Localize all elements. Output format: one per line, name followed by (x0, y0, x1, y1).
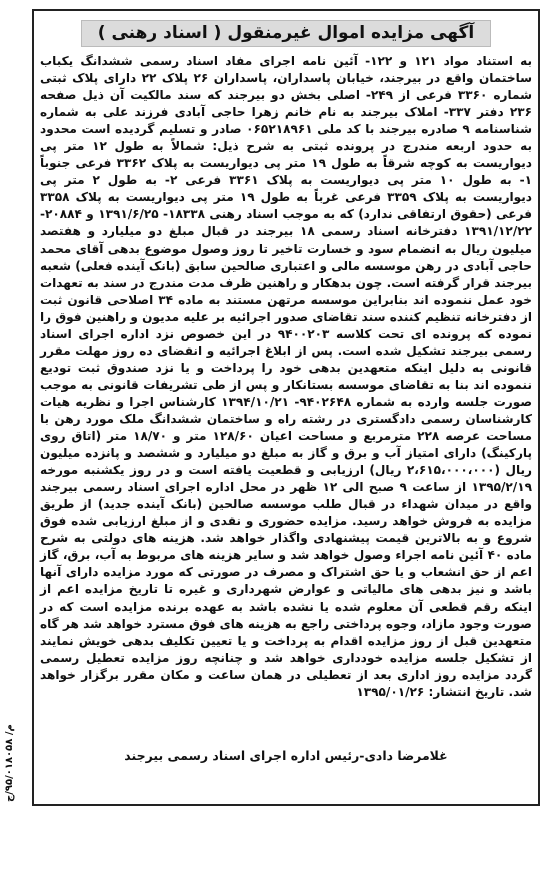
publish-date: ۱۳۹۵/۰۱/۲۶ (356, 684, 425, 699)
notice-frame (32, 9, 540, 806)
signature: غلامرضا دادی-رئیس اداره اجرای اسناد رسمی بیرجند (124, 748, 448, 763)
publish-label: تاریخ انتشار: (428, 684, 505, 699)
notice-title: آگهی مزایده اموال غیرمنقول ( اسناد رهنی ) (81, 20, 491, 47)
title-wrap (34, 15, 538, 51)
code-wrap (4, 724, 24, 882)
notice-body-text: به استناد مواد ۱۲۱ و ۱۲۲- آئین نامه اجرای مفاد اسناد رسمی ششدانگ یکباب ساختمان واقع در بیرجند، خیابان پاسداران، پاسداران ۲۶ پلاک ۲۲ دارای پلاک ثبتی شماره ۳۳۶۰ فرعی از ۲۴۹- اصلی بخش دو بیرجند که سند مالکیت آن ذیل صفحه ۲۳۶ دفتر ۳۳۷- املاک بیرجند به نام خانم زهرا حاجی آبادی فرزند علی به شماره شناسنامه ۹ صادره بیرجند با کد ملی ۰۶۵۲۱۸۹۶۱ صادر و تسلیم گردیده است محدود به حدود اربعه مندرج در پرونده ثبتی به شرح ذیل: شمالاً به طول ۱۲ متر پی دیواریست به کوچه شرقاً به طول ۱۹ متر پی دیواریست به پلاک ۳۳۶۲ فرعی جنوباً ۱- به طول ۱۰ متر پی دیواریست به پلاک ۳۳۶۱ فرعی ۲- به طول ۲ متر پی دیواریست به پلاک ۳۳۵۹ فرعی غرباً به طول ۱۹ متر پی دیواریست به پلاک ۳۳۵۸ فرعی (حقوق ارتفاقی ندارد) که به موجب اسناد رهنی ۱۸۳۳۸- ۱۳۹۱/۶/۲۵ و ۲۰۸۸۴- ۱۳۹۱/۱۲/۲۲ دفترخانه اسناد رسمی ۱۸ بیرجند در قبال مبلغ دو میلیارد و هفتصد میلیون ریال به انضمام سود و خسارت تاخیر تا روز وصول موضوع بدهی آقای محمد حاجی آبادی در رهن موسسه مالی و اعتباری صالحین سابق (بانک آینده فعلی) شعبه بیرجند قرار گرفته است. چون بدهکار و راهنین ظرف مدت مندرج در سند به تعهدات خود عمل ننموده اند بنابراین موسسه مرتهن مستند به ماده ۳۴ اصلاحی قانون ثبت از دفترخانه تنظیم کننده سند تقاضای صدور اجرائیه بر علیه مدیون و راهنین فوق را نموده که پرونده ای تحت کلاسه ۹۴۰۰۲۰۳ در این خصوص نزد اداره اجرای اسناد رسمی بیرجند تشکیل شده است. پس از ابلاغ اجرائیه و انقضای ده روز مهلت مقرر قانونی به دلیل اینکه متعهدین بدهی خود را پرداخت و یا نزد صندوق ثبت تودیع ننموده اند بنا به تقاضای موسسه بستانکار و پس از طی تشریفات قانونی به موجب صورت جلسه وارده به شماره ۹۴۰۲۶۴۸- ۱۳۹۴/۱۰/۲۱ کارشناس اجرا و نظریه هیات کارشناسان رسمی دادگستری در رشته راه و ساختمان ششدانگ ملک مورد رهن با مساحت عرصه ۲۲۸ مترمربع و مساحت اعیان ۱۲۸/۶۰ متر و ۱۸/۷۰ متر (اتاق روی پارکینگ) دارای امتیاز آب و برق و گاز به مبلغ دو میلیارد و ششصد و پانزده میلیون ریال (۲،۶۱۵،۰۰۰،۰۰۰ ریال) ارزیابی و قطعیت یافته است و در روز یکشنبه مورخه ۱۳۹۵/۲/۱۹ از ساعت ۹ صبح الی ۱۲ ظهر در محل اداره اجرای اسناد رسمی بیرجند واقع در میدان شهداء در قبال طلب موسسه صالحین (بانک آینده جدید) از طریق مزایده به فروش خواهد رسید. مزایده حضوری و نقدی و از مبلغ ارزیابی شده فوق شروع و به بالاترین قیمت پیشنهادی واگذار خواهد شد. هزینه های دولتی به شرح ماده ۴۰ آئین نامه اجراء وصول خواهد شد و سایر هزینه های مربوط به آب، برق، گاز اعم از حق انشعاب و یا حق اشتراک و مصرف در صورتی که مورد مزایده دارای آنها باشد و نیز بدهی های مالیاتی و عوارض شهرداری و غیره تا تاریخ مزایده اعم از اینکه رقم قطعی آن معلوم شده یا نشده باشد به عهده برنده مزایده است که در صورت وجود مازاد، وجوه پرداختی راجع به هزینه های فوق مسترد خواهد شد هر گاه متعهدین قبل از روز مزایده اقدام به پرداخت و یا تعیین تکلیف بدهی خویش نمایند از تشکیل جلسه مزایده خودداری خواهد شد و چنانچه روز مزایده تعطیل رسمی گردد مزایده روز اداری بعد از تعطیلی در همان ساعت و مکان مقرر برگزار خواهد شد. (40, 54, 533, 699)
ad-code: م/ ۹۵/۰۱۸۰۵۸/ج (4, 724, 15, 802)
notice-body (40, 53, 532, 701)
